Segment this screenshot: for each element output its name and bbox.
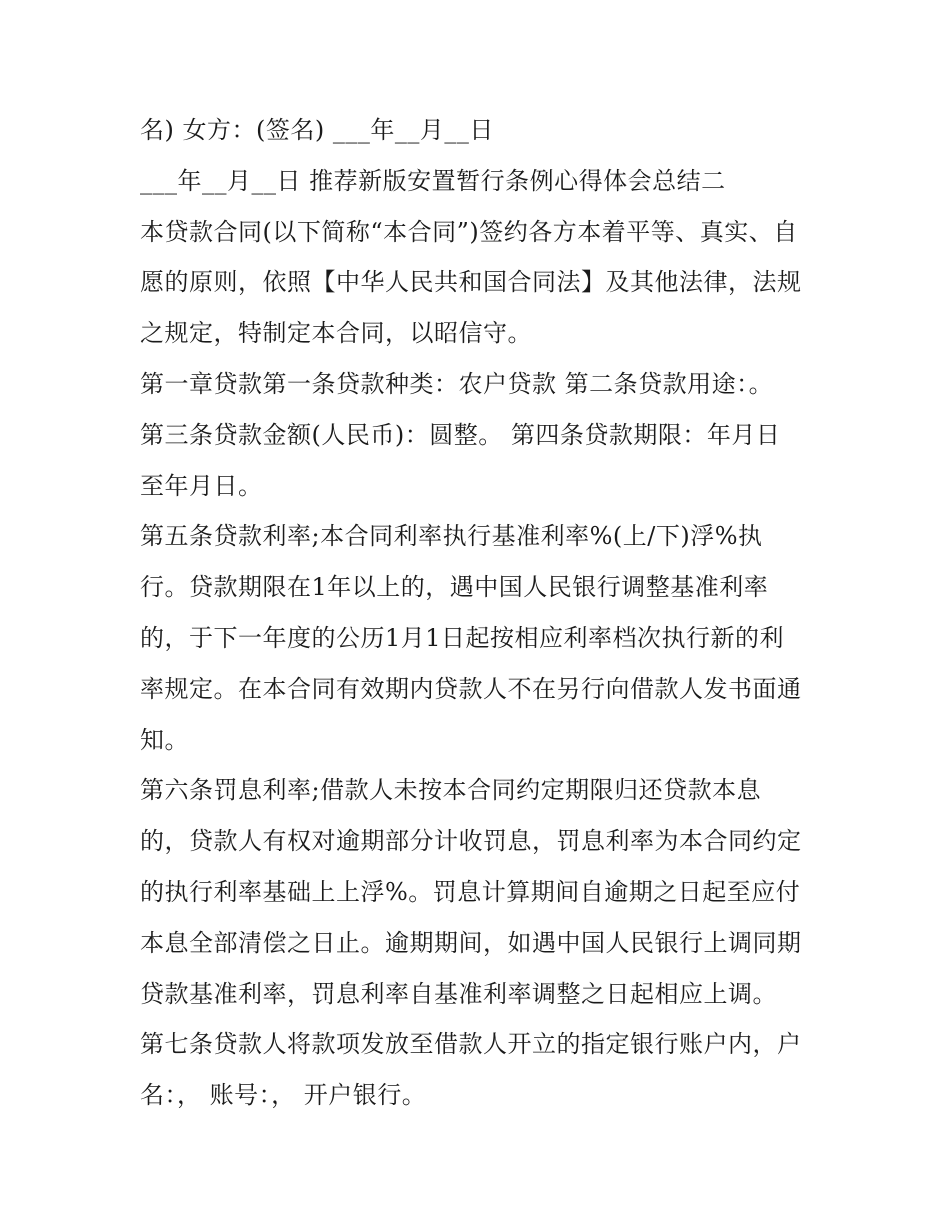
text-line: 愿的原则，依照【中华人民共和国合同法】及其他法律，法规 (140, 268, 802, 297)
document-body (140, 109, 830, 1125)
text-line: 本息全部清偿之日止。逾期期间，如遇中国人民银行上调同期 (140, 928, 802, 957)
text-line: 的执行利率基础上上浮%。罚息计算期间自逾期之日起至应付 (140, 877, 801, 906)
text-line: 本贷款合同(以下简称“本合同”)签约各方本着平等、真实、自 (140, 217, 798, 246)
text-line: 贷款基准利率，罚息利率自基准利率调整之日起相应上调。 (140, 979, 777, 1008)
text-line: 第六条罚息利率;借款人未按本合同约定期限归还贷款本息 (140, 776, 762, 805)
text-line: 之规定，特制定本合同，以昭信守。 (140, 319, 532, 348)
text-line: 行。贷款期限在1年以上的，遇中国人民银行调整基准利率 (140, 573, 769, 602)
text-line: 率规定。在本合同有效期内贷款人不在另行向借款人发书面通 (140, 674, 802, 703)
text-line: 知。 (140, 725, 189, 754)
text-line: 的，于下一年度的公历1月1日起按相应利率档次执行新的利 (140, 623, 785, 652)
text-line: 第一章贷款第一条贷款种类：农户贷款 第二条贷款用途：。 (140, 369, 774, 398)
text-line: 第五条贷款利率;本合同利率执行基准利率%(上/下)浮%执 (140, 522, 763, 551)
text-line: 至年月日。 (140, 471, 263, 500)
text-line: 名：， 账号：， 开户银行。 (140, 1081, 427, 1110)
text-line: 的，贷款人有权对逾期部分计收罚息，罚息利率为本合同约定 (140, 827, 802, 856)
text-line: ___年__月__日 推荐新版安置暂行条例心得体会总结二 (140, 166, 726, 195)
text-line: 第七条贷款人将款项发放至借款人开立的指定银行账户内，户 (140, 1030, 802, 1059)
text-line: 第三条贷款金额(人民币)：圆整。 第四条贷款期限：年月日 (140, 420, 781, 449)
text-line: 名) 女方：(签名) ___年__月__日 (140, 116, 494, 144)
